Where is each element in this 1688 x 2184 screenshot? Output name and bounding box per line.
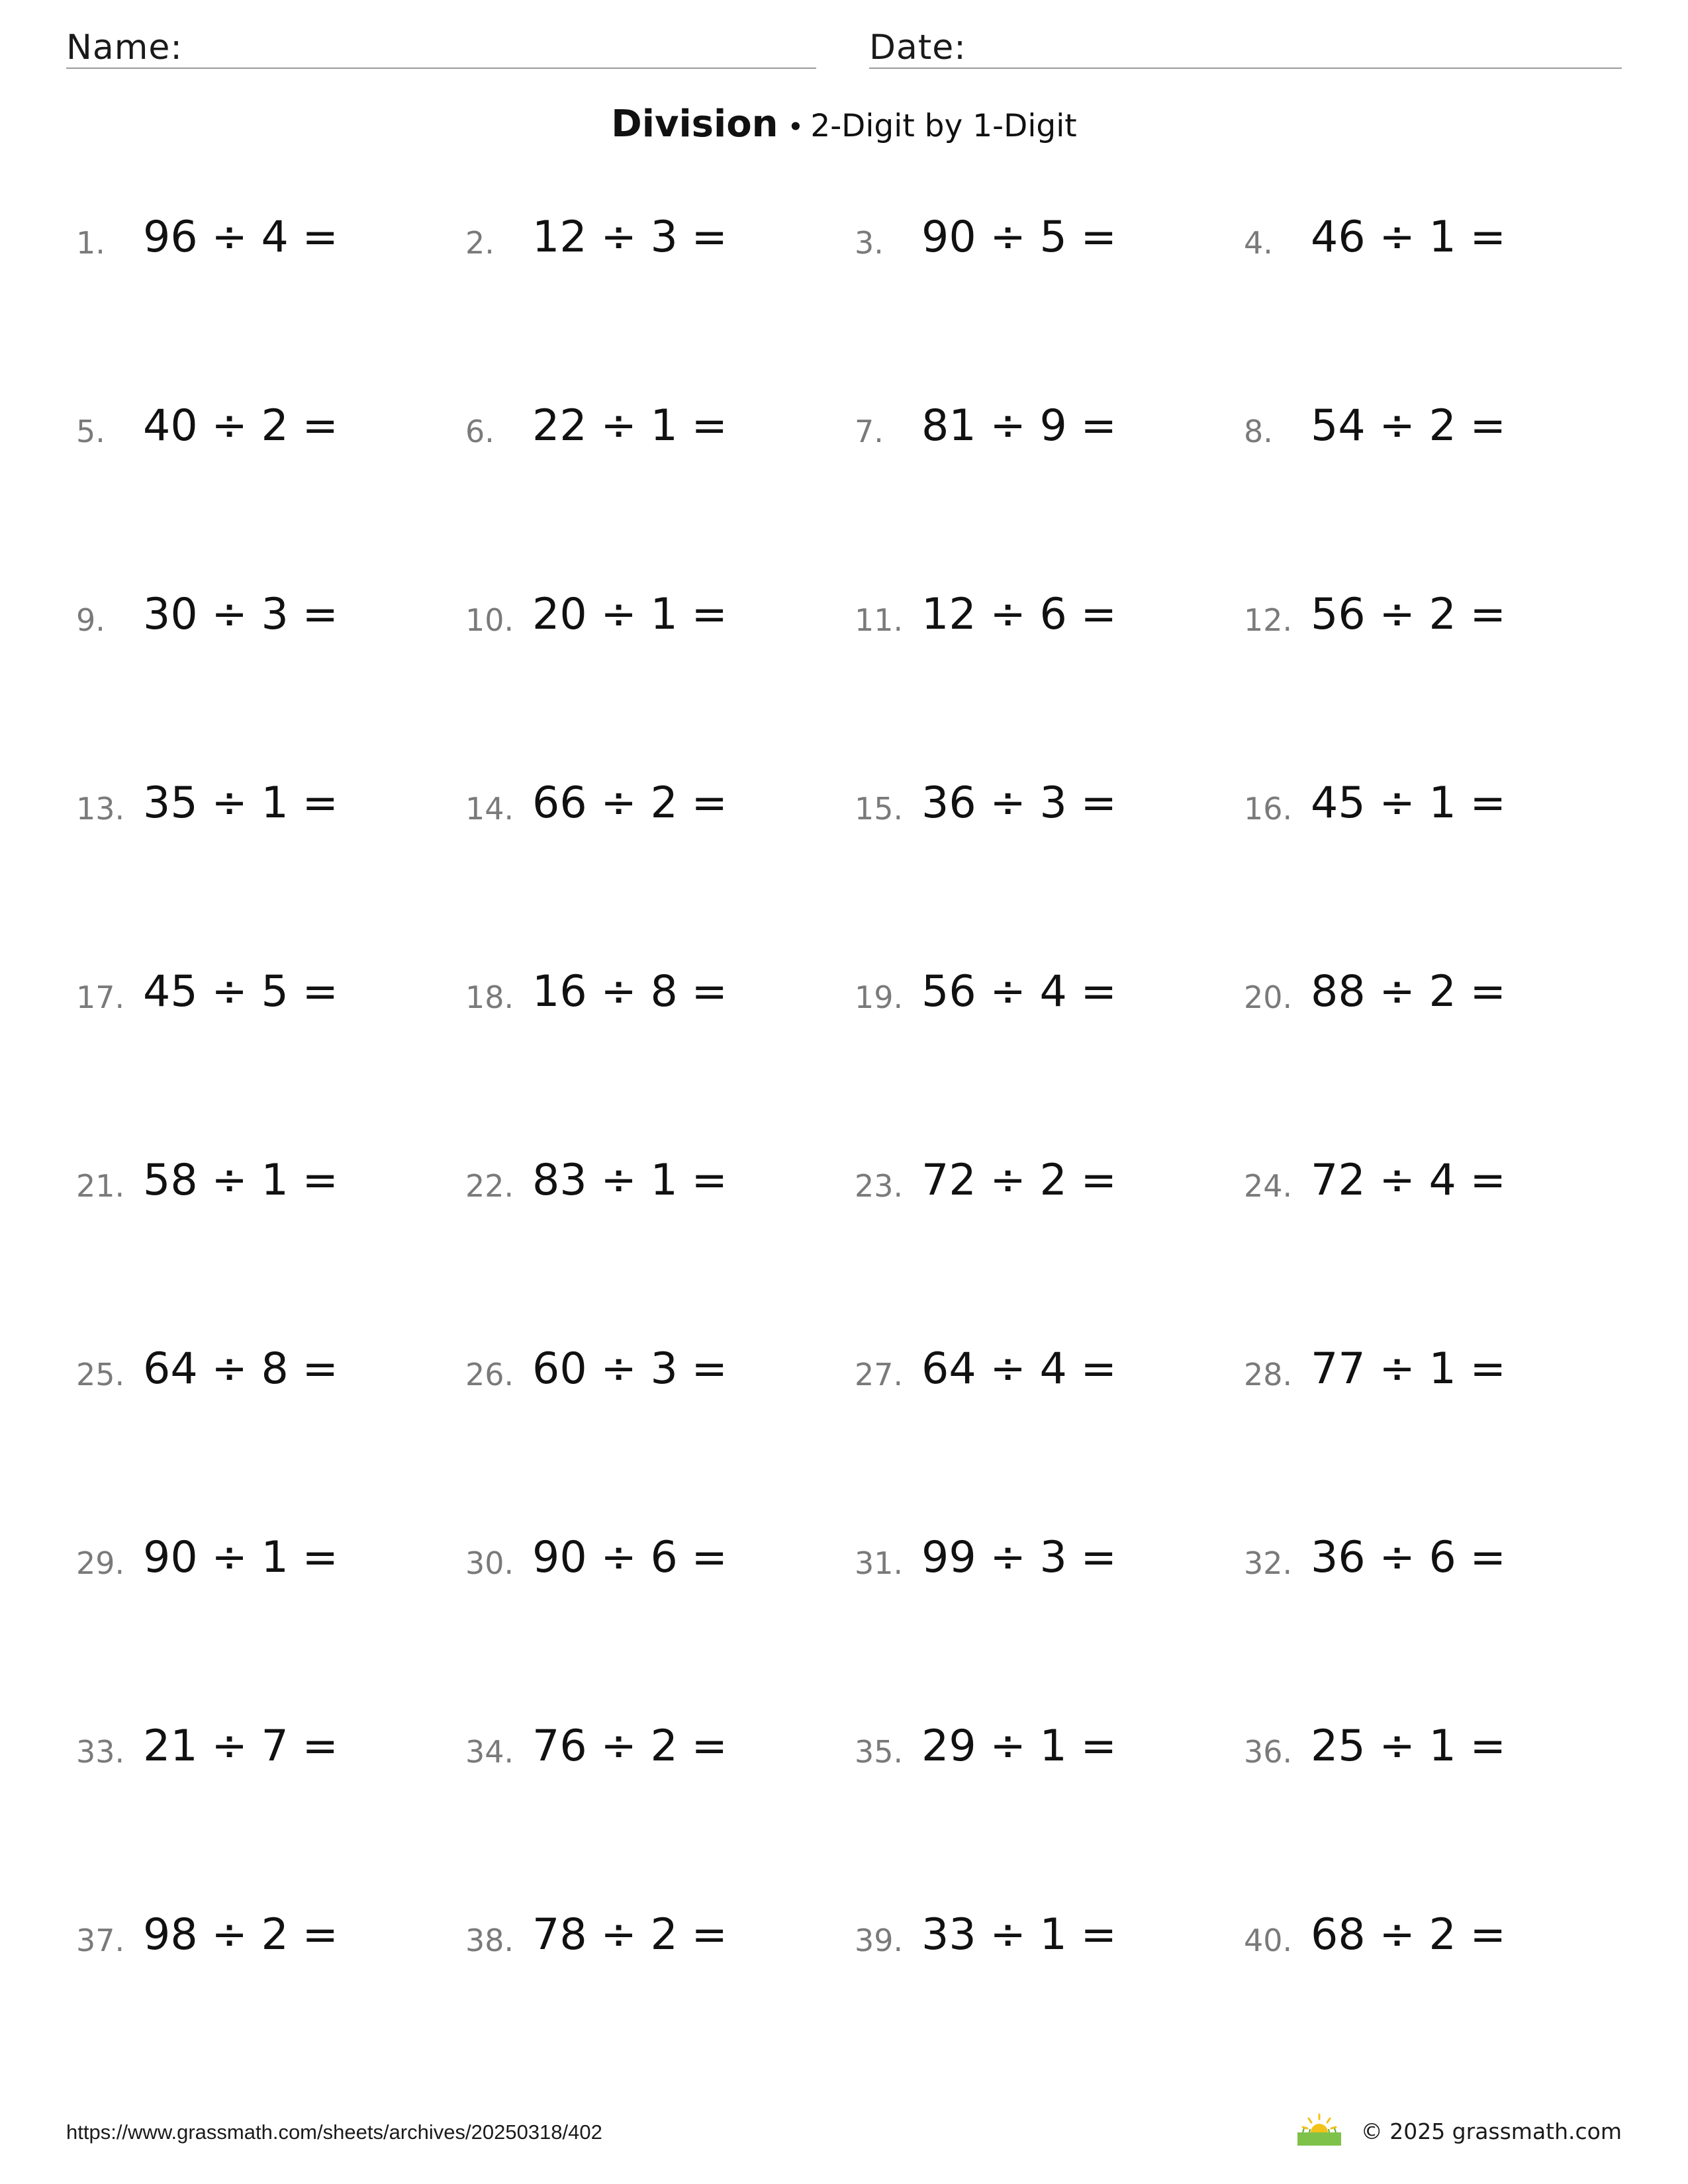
problem-expression: 99 ÷ 3 = [921,1533,1117,1582]
problem-item [855,1533,1244,1725]
problem-item [76,212,465,404]
problem-expression: 83 ÷ 1 = [532,1156,727,1205]
problem-expression: 30 ÷ 3 = [143,590,338,639]
problem-number: 19. [855,979,904,1015]
problem-item [465,1344,855,1536]
problem-item [76,778,465,970]
problem-grid [76,212,1628,2102]
problem-number: 30. [465,1545,514,1581]
problem-number: 13. [76,791,125,827]
title-subtitle: 2-Digit by 1-Digit [810,108,1077,144]
problem-expression: 54 ÷ 2 = [1311,401,1506,451]
copyright-text: © 2025 grassmath.com [1360,2118,1622,2144]
sun-over-grass-icon [1296,2113,1342,2150]
problem-expression: 77 ÷ 1 = [1311,1344,1506,1394]
problem-number: 21. [76,1168,125,1204]
problem-number: 15. [855,791,904,827]
problem-item [465,1721,855,1913]
title-main: Division [611,103,778,146]
problem-number: 6. [465,414,494,449]
problem-expression: 72 ÷ 4 = [1311,1156,1506,1205]
problem-number: 4. [1244,225,1273,261]
problem-item [465,1910,855,2102]
problem-expression: 98 ÷ 2 = [143,1910,338,1960]
problem-expression: 45 ÷ 1 = [1311,778,1506,828]
problem-expression: 81 ÷ 9 = [921,401,1117,451]
problem-expression: 12 ÷ 6 = [921,590,1117,639]
problem-item [76,590,465,782]
problem-item [465,401,855,593]
problem-item [76,1156,465,1347]
problem-number: 26. [465,1357,514,1392]
problem-item [855,1910,1244,2102]
problem-expression: 21 ÷ 7 = [143,1721,338,1771]
problem-expression: 36 ÷ 6 = [1311,1533,1506,1582]
problem-item [855,1156,1244,1347]
footer-url: https://www.grassmath.com/sheets/archives/20250318/402 [66,2120,602,2144]
problem-item [855,401,1244,593]
problem-item [855,1721,1244,1913]
problem-expression: 45 ÷ 5 = [143,967,338,1017]
problem-number: 28. [1244,1357,1293,1392]
problem-expression: 58 ÷ 1 = [143,1156,338,1205]
problem-expression: 56 ÷ 2 = [1311,590,1506,639]
problem-expression: 60 ÷ 3 = [532,1344,727,1394]
problem-expression: 90 ÷ 6 = [532,1533,727,1582]
problem-item [465,212,855,404]
problem-item [1244,1156,1628,1347]
problem-expression: 76 ÷ 2 = [532,1721,727,1771]
problem-number: 34. [465,1734,514,1770]
problem-number: 39. [855,1923,904,1958]
problem-number: 23. [855,1168,904,1204]
problem-expression: 96 ÷ 4 = [143,212,338,262]
problem-number: 35. [855,1734,904,1770]
problem-expression: 90 ÷ 5 = [921,212,1117,262]
problem-number: 27. [855,1357,904,1392]
problem-number: 37. [76,1923,125,1958]
problem-expression: 20 ÷ 1 = [532,590,727,639]
problem-expression: 64 ÷ 8 = [143,1344,338,1394]
footer-branding [1296,2113,1622,2150]
problem-number: 38. [465,1923,514,1958]
problem-item [1244,1721,1628,1913]
problem-number: 3. [855,225,884,261]
problem-number: 5. [76,414,105,449]
problem-number: 24. [1244,1168,1293,1204]
problem-expression: 88 ÷ 2 = [1311,967,1506,1017]
problem-expression: 46 ÷ 1 = [1311,212,1506,262]
problem-number: 32. [1244,1545,1293,1581]
problem-number: 8. [1244,414,1273,449]
problem-item [855,590,1244,782]
problem-expression: 16 ÷ 8 = [532,967,727,1017]
problem-expression: 40 ÷ 2 = [143,401,338,451]
problem-number: 12. [1244,602,1293,638]
problem-item [1244,778,1628,970]
problem-expression: 78 ÷ 2 = [532,1910,727,1960]
problem-expression: 90 ÷ 1 = [143,1533,338,1582]
problem-number: 17. [76,979,125,1015]
problem-number: 2. [465,225,494,261]
problem-expression: 64 ÷ 4 = [921,1344,1117,1394]
problem-item [76,1533,465,1725]
problem-expression: 29 ÷ 1 = [921,1721,1117,1771]
problem-number: 14. [465,791,514,827]
problem-item [465,967,855,1159]
problem-item [855,1344,1244,1536]
problem-number: 20. [1244,979,1293,1015]
problem-item [1244,401,1628,593]
problem-item [1244,967,1628,1159]
problem-expression: 66 ÷ 2 = [532,778,727,828]
problem-item [76,1721,465,1913]
problem-number: 25. [76,1357,125,1392]
problem-item [1244,1533,1628,1725]
problem-number: 40. [1244,1923,1293,1958]
problem-expression: 35 ÷ 1 = [143,778,338,828]
problem-item [465,778,855,970]
date-field[interactable] [869,19,1622,69]
problem-expression: 72 ÷ 2 = [921,1156,1117,1205]
problem-expression: 56 ÷ 4 = [921,967,1117,1017]
problem-expression: 33 ÷ 1 = [921,1910,1117,1960]
problem-number: 9. [76,602,105,638]
name-field[interactable] [66,19,816,69]
problem-item [855,778,1244,970]
problem-expression: 36 ÷ 3 = [921,778,1117,828]
problem-number: 22. [465,1168,514,1204]
problem-number: 36. [1244,1734,1293,1770]
problem-item [465,1533,855,1725]
problem-number: 33. [76,1734,125,1770]
problem-number: 16. [1244,791,1293,827]
date-label: Date: [869,28,966,68]
problem-number: 7. [855,414,884,449]
problem-number: 1. [76,225,105,261]
problem-item [76,1910,465,2102]
problem-item [1244,590,1628,782]
problem-item [76,967,465,1159]
title-bullet: • [787,111,804,143]
worksheet-title [0,103,1688,146]
problem-expression: 12 ÷ 3 = [532,212,727,262]
problem-item [76,401,465,593]
problem-expression: 25 ÷ 1 = [1311,1721,1506,1771]
name-label: Name: [66,28,183,68]
problem-number: 18. [465,979,514,1015]
problem-expression: 68 ÷ 2 = [1311,1910,1506,1960]
problem-item [855,967,1244,1159]
problem-number: 31. [855,1545,904,1581]
problem-item [855,212,1244,404]
problem-item [1244,212,1628,404]
problem-number: 10. [465,602,514,638]
problem-item [465,1156,855,1347]
problem-item [465,590,855,782]
problem-expression: 22 ÷ 1 = [532,401,727,451]
problem-number: 11. [855,602,904,638]
problem-number: 29. [76,1545,125,1581]
problem-item [76,1344,465,1536]
problem-item [1244,1344,1628,1536]
problem-item [1244,1910,1628,2102]
